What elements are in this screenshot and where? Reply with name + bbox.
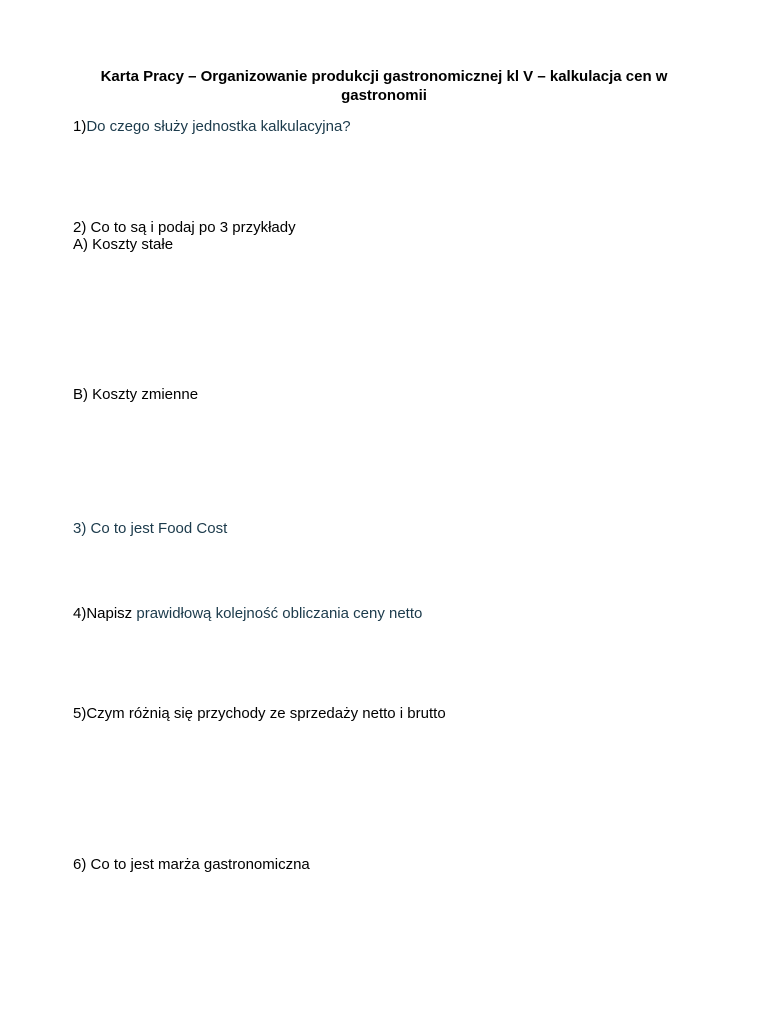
question-4-text: prawidłową kolejność obliczania ceny netto bbox=[136, 605, 423, 622]
question-3: 3) Co to jest Food Cost bbox=[73, 520, 228, 537]
question-1 bbox=[73, 118, 351, 136]
question-2: 2) Co to są i podaj po 3 przykłady bbox=[73, 219, 296, 236]
title-line-2: gastronomii bbox=[341, 87, 427, 104]
question-2-part-b: B) Koszty zmienne bbox=[73, 386, 199, 403]
title-line-1: Karta Pracy – Organizowanie produkcji gastronomicznej kl V – kalkulacja cen w bbox=[100, 68, 668, 85]
question-6: 6) Co to jest marża gastronomiczna bbox=[73, 856, 310, 873]
question-1-text: Do czego służy jednostka kalkulacyjna? bbox=[86, 118, 351, 135]
question-5: 5)Czym różnią się przychody ze sprzedaży netto i brutto bbox=[73, 705, 446, 722]
question-4-prefix: 4)Napisz bbox=[73, 605, 137, 622]
question-4 bbox=[73, 605, 422, 623]
worksheet-title bbox=[73, 67, 695, 105]
question-1-number: 1) bbox=[73, 118, 87, 135]
question-2-part-a: A) Koszty stałe bbox=[73, 236, 174, 253]
